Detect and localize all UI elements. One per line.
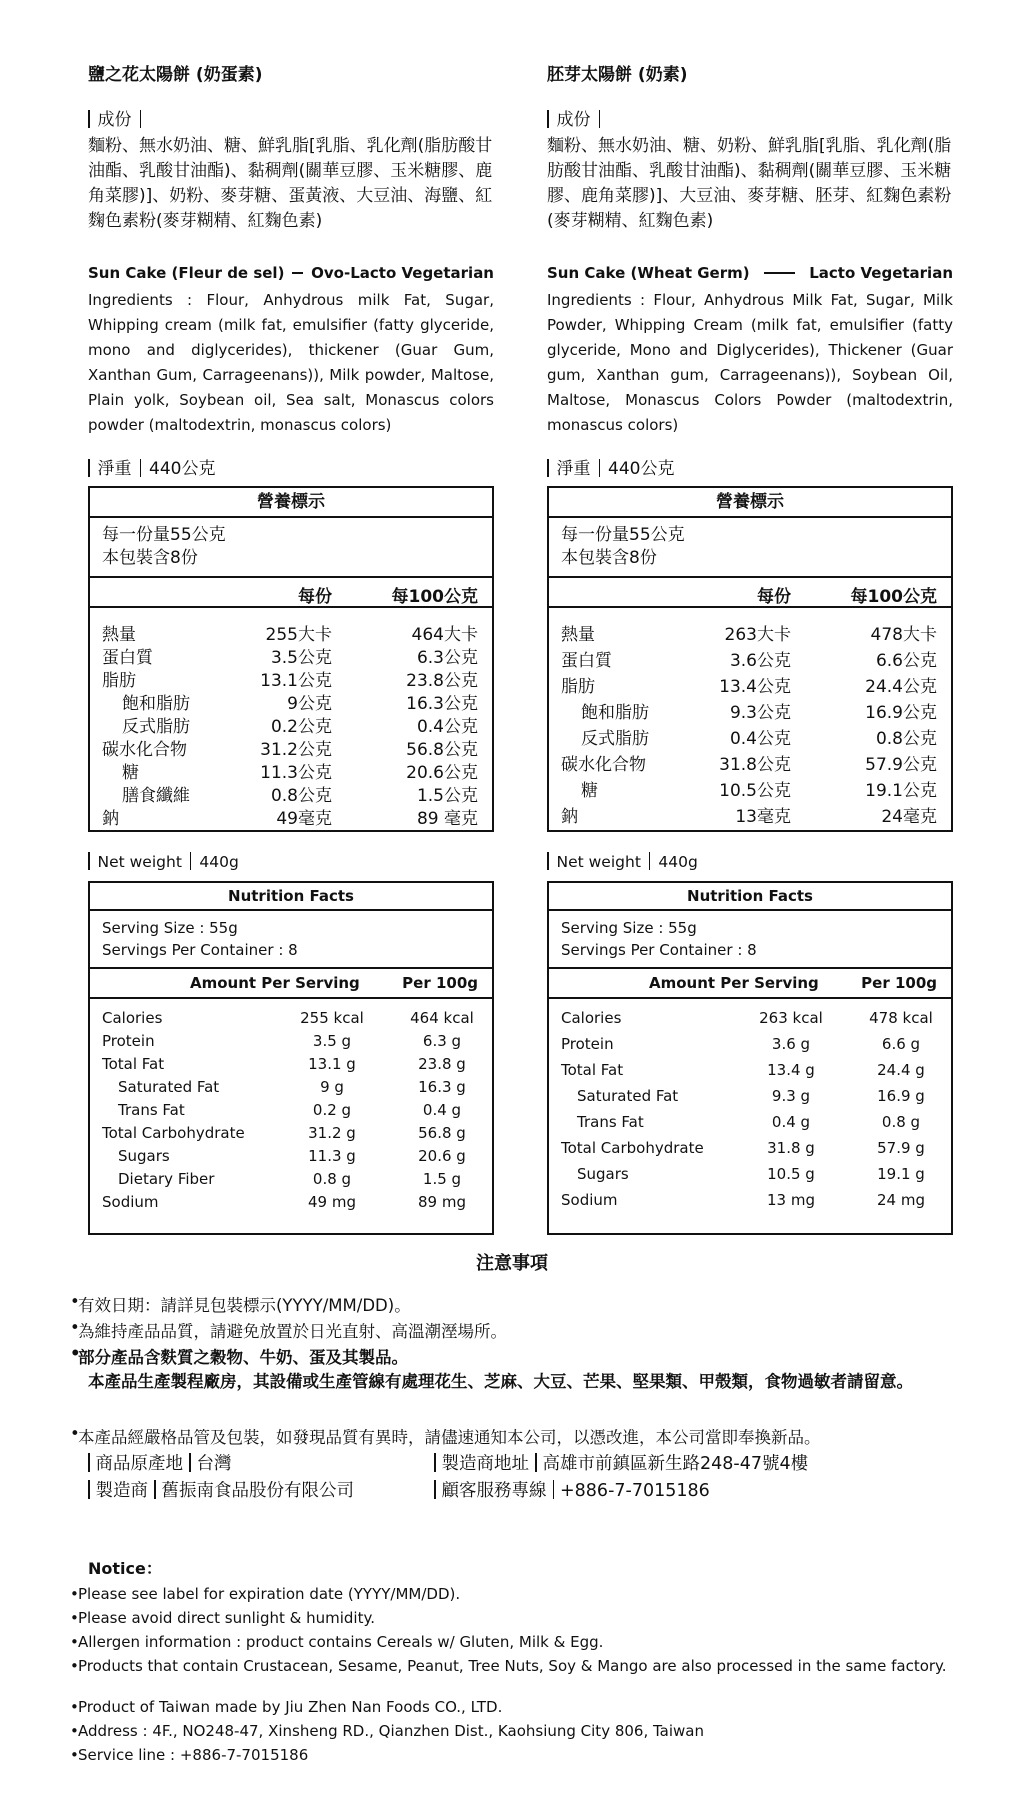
company-line: • Product of Taiwan made by Jiu Zhen Nan Foods CO., LTD. bbox=[78, 1698, 502, 1716]
nutrition-table-cn bbox=[88, 486, 494, 832]
notice-item: • 為維持產品品質，請避免放置於日光直射、高溫潮溼場所。 bbox=[78, 1318, 507, 1342]
net-weight-en: Net weight 440g bbox=[547, 852, 698, 871]
table-body: 熱量 263大卡 478大卡 蛋白質 3.6公克 6.6公克 脂肪 13.4公克 24.4公克 飽和脂肪 9.3公克 16.9公克 反式脂肪 0.4公克 0.8公克 碳水化合物 31.8公克 57.9公克 糖 10.5公克 19.1公克 鈉 13毫克 24毫克 bbox=[561, 625, 937, 827]
table-title: 營養標示 bbox=[549, 488, 951, 518]
notice-title: 注意事項 bbox=[476, 1253, 548, 1274]
company-line: • Service line : +886-7-7015186 bbox=[78, 1746, 308, 1764]
serving-info: 每一份量55公克 本包裝含8份 bbox=[549, 518, 951, 578]
origin-info: 商品原產地 台灣 bbox=[88, 1450, 232, 1475]
table-header: 每份 每100公克 bbox=[90, 578, 492, 608]
ingredients-en: Ingredients : Flour, Anhydrous milk Fat, Sugar, Whipping cream (milk fat, emulsifier (fatty glyceride, mono and diglycerides), thickener (Guar Gum, Xanthan Gum, Carrageenans)), Milk powder, Maltose, Plain yolk, Soybean oil, Sea salt, Monascus colors powder (maltodextrin, monascus colors) bbox=[88, 291, 494, 434]
notice-en-item: • Please see label for expiration date (YYYY/MM/DD). bbox=[78, 1585, 460, 1603]
table-title: Nutrition Facts bbox=[90, 883, 492, 911]
english-name-heading: Sun Cake (Wheat Germ) Lacto Vegetarian bbox=[547, 264, 953, 282]
table-body: Calories 263 kcal 478 kcal Protein 3.6 g 6.6 g Total Fat 13.4 g 24.4 g Saturated Fat 9.3 g 16.9 g Trans Fat 0.4 g 0.8 g Total Carbohydrate 31.8 g 57.9 g Sugars 10.5 g 19.1 g Sodium 13 mg 24 mg bbox=[561, 1009, 933, 1209]
english-name-heading: Sun Cake (Fleur de sel) Ovo-Lacto Vegetarian bbox=[88, 264, 494, 282]
table-body: Calories 255 kcal 464 kcal Protein 3.5 g 6.3 g Total Fat 13.1 g 23.8 g Saturated Fat 9 g 16.3 g Trans Fat 0.2 g 0.4 g Total Carbohydrate 31.2 g 56.8 g Sugars 11.3 g 20.6 g Dietary Fiber 0.8 g 1.5 g Sodium 49 mg 89 mg bbox=[102, 1009, 474, 1211]
ingredients-cn: 麵粉、無水奶油、糖、鮮乳脂[乳脂、乳化劑(脂肪酸甘油酯、乳酸甘油酯)、黏稠劑(關華豆膠、玉米糖膠、鹿角菜膠)]、奶粉、麥芽糖、蛋黃液、大豆油、海鹽、紅麴色素粉(麥芽糊精、紅麴色素) bbox=[88, 136, 493, 231]
table-header: 每份 每100公克 bbox=[549, 578, 951, 608]
address-info: 製造商地址 高雄市前鎮區新生路248-47號4樓 bbox=[434, 1450, 808, 1475]
notice-en-item: • Products that contain Crustacean, Sesame, Peanut, Tree Nuts, Soy & Mango are also processed in the same factory. bbox=[78, 1657, 947, 1675]
notice-en-item: • Please avoid direct sunlight & humidity. bbox=[78, 1609, 375, 1627]
ingredients-label-cn: 成份 bbox=[88, 105, 149, 130]
notice-item: • 有效日期：請詳見包裝標示(YYYY/MM/DD)。 bbox=[78, 1292, 411, 1316]
notice-en-item: • Allergen information : product contains Cereals w/ Gluten, Milk & Egg. bbox=[78, 1633, 603, 1651]
table-title: Nutrition Facts bbox=[549, 883, 951, 911]
nutrition-table-en bbox=[88, 881, 494, 1235]
notice-item: • 本產品經嚴格品管及包裝，如發現品質有異時，請儘速通知本公司，以憑改進，本公司當即奉換新品。 bbox=[78, 1424, 821, 1448]
nutrition-table-cn bbox=[547, 486, 953, 832]
ingredients-cn: 麵粉、無水奶油、糖、奶粉、鮮乳脂[乳脂、乳化劑(脂肪酸甘油酯、乳酸甘油酯)、黏稠劑(關華豆膠、玉米糖膠、鹿角菜膠)]、大豆油、麥芽糖、胚芽、紅麴色素粉(麥芽糊精、紅麴色素) bbox=[547, 136, 952, 231]
serving-info: 每一份量55公克 本包裝含8份 bbox=[90, 518, 492, 578]
net-weight-en: Net weight 440g bbox=[88, 852, 239, 871]
nutrition-table-en bbox=[547, 881, 953, 1235]
table-body: 熱量 255大卡 464大卡 蛋白質 3.5公克 6.3公克 脂肪 13.1公克 23.8公克 飽和脂肪 9公克 16.3公克 反式脂肪 0.2公克 0.4公克 碳水化合物 31.2公克 56.8公克 糖 11.3公克 20.6公克 膳食纖維 0.8公克 1.5公克 鈉 49毫克 89 毫克 bbox=[102, 625, 478, 829]
net-weight-cn: 淨重 440公克 bbox=[88, 454, 215, 479]
net-weight-cn: 淨重 440公克 bbox=[547, 454, 674, 479]
maker-info: 製造商 舊振南食品股份有限公司 bbox=[88, 1477, 354, 1502]
notice-item: • 部分產品含麩質之穀物、牛奶、蛋及其製品。 bbox=[78, 1344, 408, 1368]
product-title: 鹽之花太陽餅 (奶蛋素) bbox=[88, 65, 263, 85]
serving-info: Serving Size : 55g Servings Per Container : 8 bbox=[90, 911, 492, 969]
allergen-detail: 本產品生產製程廠房，其設備或生產管線有處理花生、芝麻、大豆、芒果、堅果類、甲殼類，食物過敏者請留意。 bbox=[88, 1372, 913, 1391]
table-header: Amount Per Serving Per 100g bbox=[90, 969, 492, 999]
serving-info: Serving Size : 55g Servings Per Container : 8 bbox=[549, 911, 951, 969]
product-title: 胚芽太陽餅 (奶素) bbox=[547, 65, 688, 85]
ingredients-en: Ingredients : Flour, Anhydrous Milk Fat, Sugar, Milk Powder, Whipping Cream (milk fat, emulsifier (fatty glyceride, Mono and Diglycerides), Thickener (Guar gum, Xanthan gum, Carrageenans)), Soybean Oil, Maltose, Monascus Colors Powder (maltodextrin, monascus colors) bbox=[547, 291, 953, 434]
heading-dash bbox=[764, 272, 796, 274]
table-header: Amount Per Serving Per 100g bbox=[549, 969, 951, 999]
notice-en-title: Notice： bbox=[88, 1559, 162, 1578]
company-line: • Address : 4F., NO248-47, Xinsheng RD., Qianzhen Dist., Kaohsiung City 806, Taiwan bbox=[78, 1722, 704, 1740]
table-title: 營養標示 bbox=[90, 488, 492, 518]
ingredients-label-cn: 成份 bbox=[547, 105, 608, 130]
heading-dash bbox=[292, 272, 303, 274]
hotline-info: 顧客服務專線 +886-7-7015186 bbox=[434, 1477, 710, 1502]
